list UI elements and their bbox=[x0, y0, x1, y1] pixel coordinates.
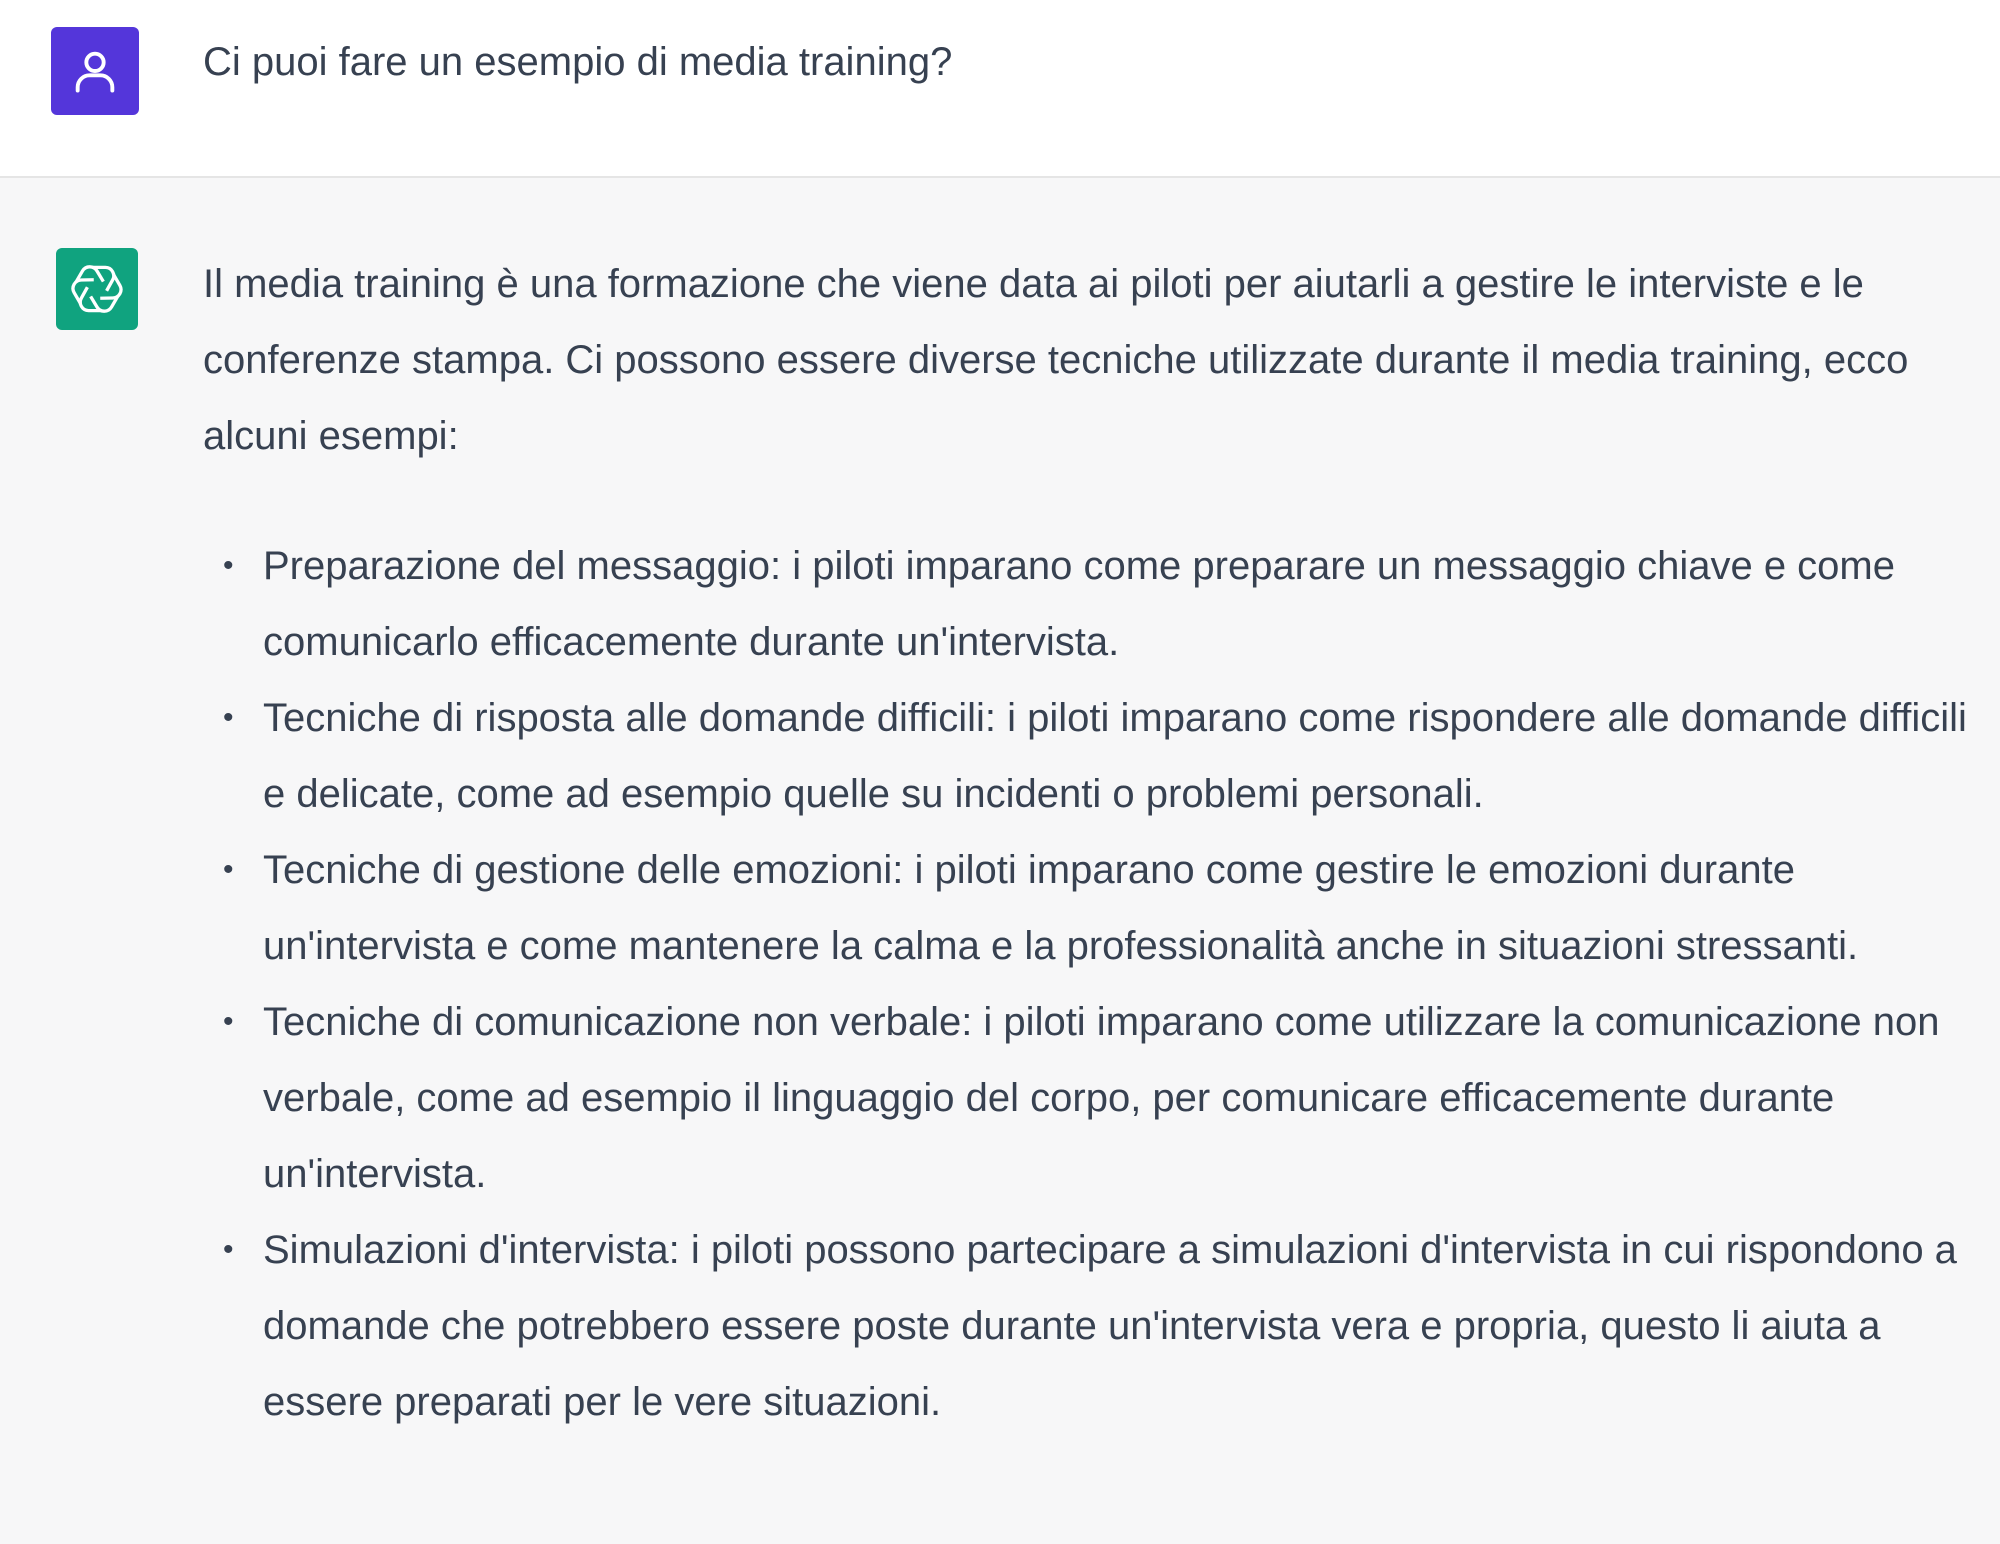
bullet-text: Tecniche di gestione delle emozioni: i piloti imparano come gestire le emozioni durante un'intervista e come mantenere la calma e la professionalità anche in situazioni stressanti. bbox=[263, 848, 1859, 968]
assistant-bullet-list bbox=[203, 528, 1978, 1440]
openai-logo-icon bbox=[67, 259, 127, 319]
bullet-item bbox=[203, 528, 1978, 680]
bullet-item bbox=[203, 984, 1978, 1212]
bullet-dot-icon: • bbox=[223, 701, 234, 734]
bullet-dot-icon: • bbox=[223, 1233, 234, 1266]
assistant-message-body bbox=[203, 246, 1978, 1440]
user-message-row bbox=[0, 0, 2000, 178]
bullet-item bbox=[203, 680, 1978, 832]
assistant-avatar bbox=[56, 248, 138, 330]
user-avatar bbox=[51, 27, 139, 115]
bullet-item bbox=[203, 832, 1978, 984]
user-message-text: Ci puoi fare un esempio di media training? bbox=[203, 40, 953, 84]
user-icon bbox=[69, 45, 121, 97]
bullet-dot-icon: • bbox=[223, 1005, 234, 1038]
bullet-text: Tecniche di risposta alle domande difficili: i piloti imparano come rispondere alle domande difficili e delicate, come ad esempio quelle su incidenti o problemi personali. bbox=[263, 696, 1967, 816]
bullet-text: Preparazione del messaggio: i piloti imparano come preparare un messaggio chiave e come comunicarlo efficacemente durante un'intervista. bbox=[263, 544, 1895, 664]
bullet-item bbox=[203, 1212, 1978, 1440]
assistant-message-row bbox=[0, 178, 2000, 1544]
bullet-dot-icon: • bbox=[223, 549, 234, 582]
bullet-text: Simulazioni d'intervista: i piloti possono partecipare a simulazioni d'intervista in cui rispondono a domande che potrebbero essere poste durante un'intervista vera e propria, questo li aiuta a essere preparati per le vere situazioni. bbox=[263, 1228, 1957, 1424]
assistant-intro-text: Il media training è una formazione che viene data ai piloti per aiutarli a gestire le interviste e le conferenze stampa. Ci possono essere diverse tecniche utilizzate durante il media training, ecco alcuni esempi: bbox=[203, 262, 1909, 458]
bullet-text: Tecniche di comunicazione non verbale: i piloti imparano come utilizzare la comunicazione non verbale, come ad esempio il linguaggio del corpo, per comunicare efficacemente durante un'intervista. bbox=[263, 1000, 1940, 1196]
bullet-dot-icon: • bbox=[223, 853, 234, 886]
